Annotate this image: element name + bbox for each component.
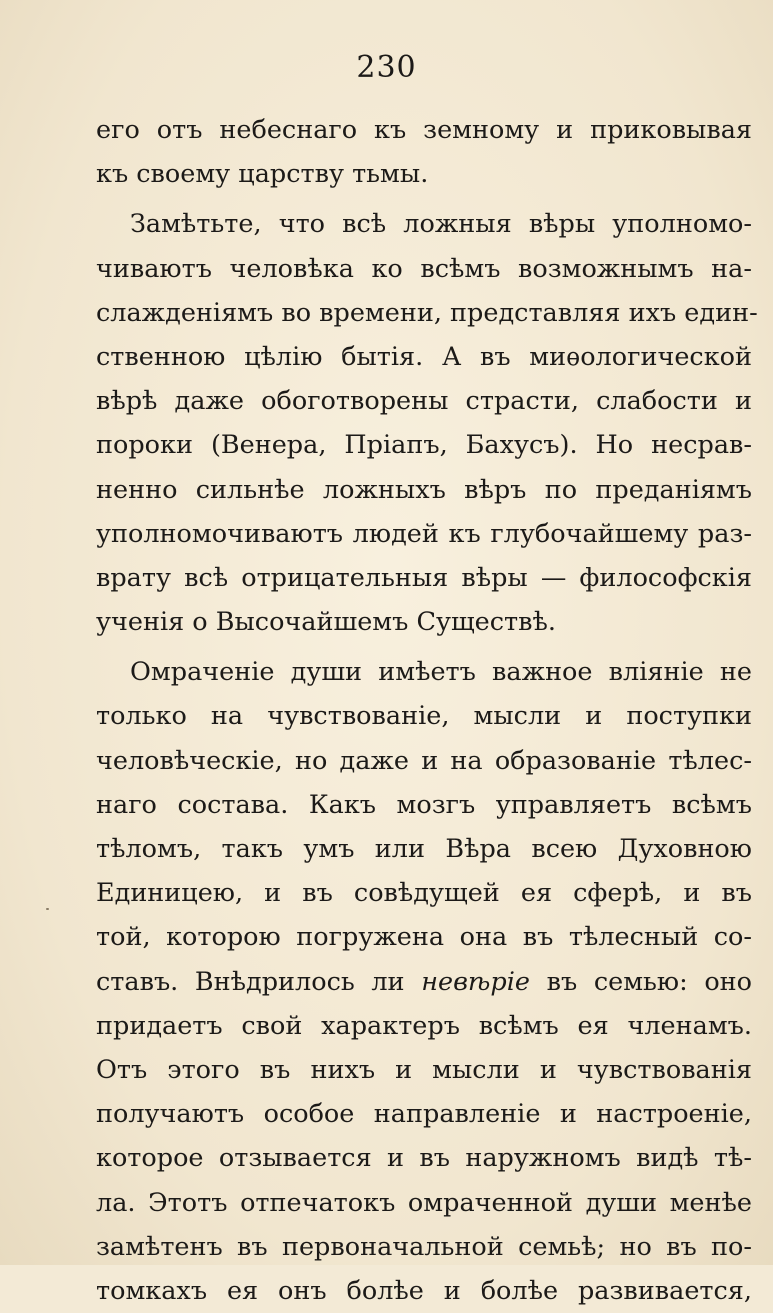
text-line: ственною цѣлію бытія. А въ миѳологической bbox=[96, 341, 752, 372]
text-line: чиваютъ человѣка ко всѣмъ возможнымъ на- bbox=[96, 253, 752, 284]
paragraph-first-line: Омраченіе души имѣетъ важное вліяніе не bbox=[130, 657, 752, 688]
text-line: ла. Этотъ отпечатокъ омраченной души менѣе bbox=[96, 1187, 752, 1218]
text-line: наго состава. Какъ мозгъ управляетъ всѣмъ bbox=[96, 789, 752, 820]
body-text bbox=[96, 108, 758, 1313]
text-line: врату всѣ отрицательныя вѣры — философскія bbox=[96, 562, 752, 593]
text-line: пороки (Венера, Пріапъ, Бахусъ). Но несрав- bbox=[96, 430, 752, 461]
text-line: только на чувствованіе, мысли и поступки bbox=[96, 701, 752, 732]
page-number: 230 bbox=[356, 50, 417, 85]
text-line: ненно сильнѣе ложныхъ вѣръ по преданіямъ bbox=[96, 474, 752, 505]
text-line-with-italic bbox=[96, 960, 752, 1004]
text-segment: въ семью: оно bbox=[546, 966, 753, 997]
italic-word: невѣріе bbox=[421, 966, 530, 997]
text-segment: ставъ. Внѣдрилось ли bbox=[96, 966, 405, 997]
text-line: уполномочиваютъ людей къ глубочайшему раз- bbox=[96, 518, 752, 549]
text-line: получаютъ особое направленіе и настроеніе, bbox=[96, 1099, 752, 1130]
text-line: его отъ небеснаго къ земному и приковывая bbox=[96, 115, 752, 145]
text-line: придаетъ свой характеръ всѣмъ ея членамъ. bbox=[96, 1010, 752, 1041]
text-line: слажденіямъ во времени, представляя ихъ един- bbox=[96, 297, 758, 328]
text-line: къ своему царству тьмы. bbox=[96, 159, 429, 190]
text-line: ученія о Высочайшемъ Существѣ. bbox=[96, 607, 556, 638]
text-line: замѣтенъ въ первоначальной семьѣ; но въ по- bbox=[96, 1231, 752, 1262]
text-line: томкахъ ея онъ болѣе и болѣе развивается, bbox=[96, 1275, 752, 1306]
text-line: Единицею, и въ совѣдущей ея сферѣ, и въ bbox=[96, 878, 752, 909]
text-line: вѣрѣ даже обоготворены страсти, слабости и bbox=[96, 386, 752, 417]
text-line: Отъ этого въ нихъ и мысли и чувствованія bbox=[96, 1054, 752, 1085]
text-line: тѣломъ, такъ умъ или Вѣра всею Духовною bbox=[96, 834, 752, 864]
paper-speck bbox=[46, 908, 49, 910]
text-line: той, которою погружена она въ тѣлесный со- bbox=[96, 922, 752, 953]
text-line: человѣческіе, но даже и на образованіе тѣлес- bbox=[96, 745, 752, 776]
text-line: которое отзывается и въ наружномъ видѣ тѣ- bbox=[96, 1143, 752, 1174]
paragraph-first-line: Замѣтьте, что всѣ ложныя вѣры уполномо- bbox=[130, 209, 752, 240]
